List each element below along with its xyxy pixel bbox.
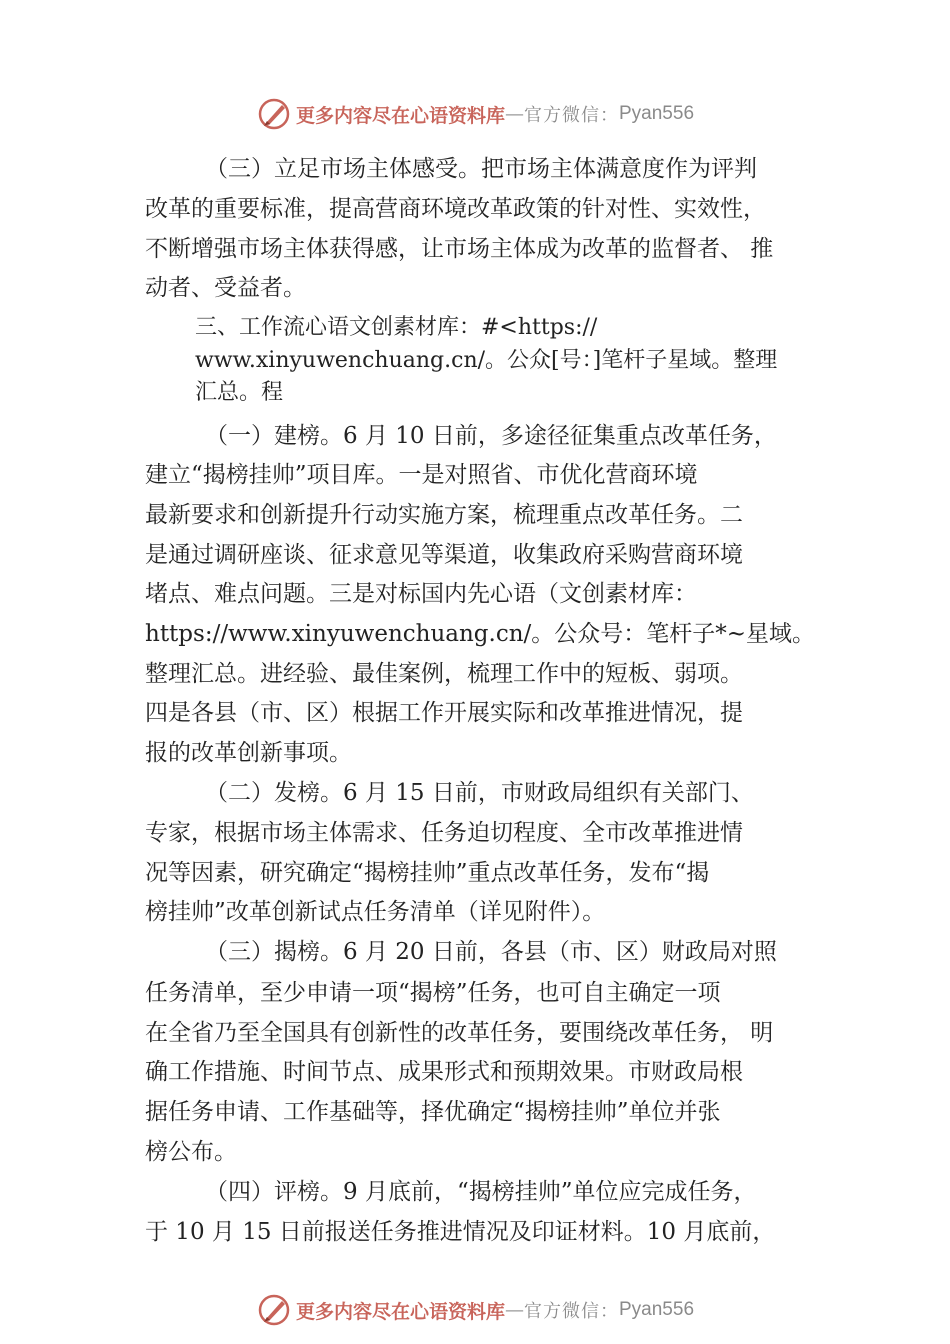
text-line: 最新要求和创新提升行动实施方案，梳理重点改革任务。二 (145, 502, 743, 528)
text-line: 榜挂帅”改革创新试点任务清单（详见附件）。 (145, 899, 606, 925)
section-heading-line: 汇总。程 (195, 380, 284, 405)
section-heading-line: www.xinyuwenchuang.cn/。公众[号：]笔杆子星域。整理 (195, 348, 778, 373)
text-line: 榜公布。 (145, 1139, 237, 1165)
text-line: 四是各县（市、区）根据工作开展实际和改革推进情况，提 (145, 700, 743, 726)
text-line: 不断增强市场主体获得感，让市场主体成为改革的监督者、 推 (145, 236, 774, 262)
section-heading-line: 三、工作流心语文创素材库：#<https:// (195, 315, 598, 340)
text-line: 于 10 月 15 日前报送任务推进情况及印证材料。10 月底前， (145, 1219, 776, 1245)
text-line: 在全省乃至全国具有创新性的改革任务，要围绕改革任务， 明 (145, 1020, 774, 1046)
banner-wechat-label: 官方微信： (524, 1301, 619, 1322)
text-line: （三）揭榜。6 月 20 日前，各县（市、区）财政局对照 (205, 939, 777, 965)
text-line: https://www.xinyuwenchuang.cn/。公众号：笔杆子*~星域。 (145, 621, 816, 647)
text-line: 确工作措施、时间节点、成果形式和预期效果。市财政局根 (145, 1059, 743, 1085)
text-line: 据任务申请、工作基础等，择优确定“揭榜挂帅”单位并张 (145, 1099, 721, 1125)
text-line: 堵点、难点问题。三是对标国内先心语（文创素材库： (145, 581, 697, 607)
brush-logo-icon (256, 1292, 292, 1328)
brush-logo-icon (256, 96, 292, 132)
text-line: 改革的重要标准，提高营商环境改革政策的针对性、实效性， (145, 196, 766, 222)
text-line: 建立“揭榜挂帅”项目库。一是对照省、市优化营商环境 (145, 462, 698, 488)
header-watermark-banner (0, 94, 950, 134)
text-line: 专家，根据市场主体需求、任务迫切程度、全市改革推进情 (145, 820, 743, 846)
banner-library-text: 更多内容尽在心语资料库 (295, 1300, 505, 1323)
banner-account-id: Pyan556 (619, 103, 695, 124)
text-line: （三）立足市场主体感受。把市场主体满意度作为评判 (205, 156, 757, 182)
text-line: （二）发榜。6 月 15 日前，市财政局组织有关部门、 (205, 780, 754, 806)
text-line: 是通过调研座谈、征求意见等渠道，收集政府采购营商环境 (145, 542, 743, 568)
banner-library-text: 更多内容尽在心语资料库 (295, 104, 505, 127)
text-line: （四）评榜。9 月底前，“揭榜挂帅”单位应完成任务， (205, 1179, 757, 1205)
text-line: 动者、受益者。 (145, 275, 306, 301)
banner-dash: — (505, 1299, 524, 1321)
banner-dash: — (505, 103, 524, 125)
footer-watermark-banner (0, 1290, 950, 1330)
text-line: （一）建榜。6 月 10 日前，多途径征集重点改革任务， (205, 423, 777, 449)
text-line: 整理汇总。进经验、最佳案例，梳理工作中的短板、弱项。 (145, 661, 743, 687)
text-line: 报的改革创新事项。 (145, 740, 352, 766)
text-line: 况等因素，研究确定“揭榜挂帅”重点改革任务，发布“揭 (145, 860, 710, 886)
banner-account-id: Pyan556 (619, 1299, 695, 1320)
text-line: 任务清单，至少申请一项“揭榜”任务，也可自主确定一项 (145, 980, 721, 1006)
banner-wechat-label: 官方微信： (524, 105, 619, 126)
